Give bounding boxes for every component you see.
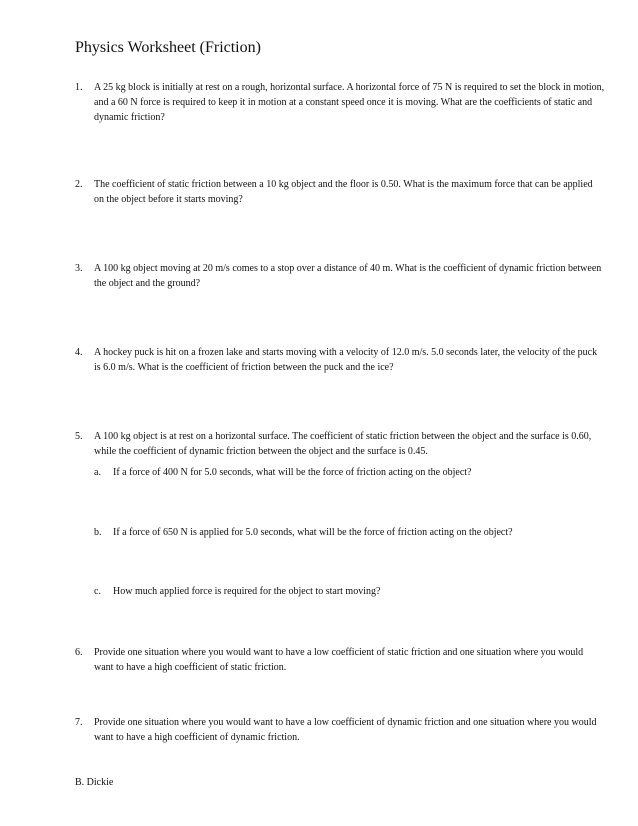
question-2: [75, 177, 605, 207]
question-number: 5.: [75, 431, 83, 442]
question-number: 6.: [75, 647, 83, 658]
question-1: [75, 80, 605, 125]
part-text: If a force of 400 N for 5.0 seconds, what will be the force of friction acting on the object?: [113, 467, 472, 478]
part-text: If a force of 650 N is applied for 5.0 seconds, what will be the force of friction acting on the object?: [113, 527, 513, 538]
question-text: Provide one situation where you would want to have a low coefficient of dynamic friction and one situation where you would want to have a high coefficient of dynamic friction.: [94, 717, 597, 743]
question-5-part-b: [94, 525, 604, 540]
question-7: [75, 715, 605, 745]
part-letter: c.: [94, 586, 101, 597]
question-text: The coefficient of static friction between a 10 kg object and the floor is 0.50. What is the maximum force that can be applied on the object before it starts moving?: [94, 179, 593, 205]
part-letter: b.: [94, 527, 102, 538]
question-number: 4.: [75, 347, 83, 358]
question-number: 2.: [75, 179, 83, 190]
part-letter: a.: [94, 467, 101, 478]
question-number: 7.: [75, 717, 83, 728]
author-footer: B. Dickie: [75, 777, 114, 788]
question-text: Provide one situation where you would want to have a low coefficient of static friction and one situation where you would want to have a high coefficient of static friction.: [94, 647, 584, 673]
question-text: A 100 kg object is at rest on a horizontal surface. The coefficient of static friction between the object and the surface is 0.60, while the coefficient of dynamic friction between the object and the surface is 0.45.: [94, 431, 592, 457]
question-number: 1.: [75, 82, 83, 93]
question-text: A 25 kg block is initially at rest on a rough, horizontal surface. A horizontal force of 75 N is required to set the block in motion, and a 60 N force is required to keep it in motion at a constant speed once it is moving. What are the coefficients of static and dynamic friction?: [94, 82, 605, 123]
question-4: [75, 345, 605, 375]
question-5-part-c: [94, 584, 604, 599]
question-3: [75, 261, 605, 291]
question-text: A 100 kg object moving at 20 m/s comes to a stop over a distance of 40 m. What is the coefficient of dynamic friction between the object and the ground?: [94, 263, 602, 289]
worksheet-title: Physics Worksheet (Friction): [75, 39, 261, 56]
question-5: [75, 429, 605, 459]
part-text: How much applied force is required for the object to start moving?: [113, 586, 381, 597]
question-text: A hockey puck is hit on a frozen lake and starts moving with a velocity of 12.0 m/s. 5.0 seconds later, the velocity of the puck is 6.0 m/s. What is the coefficient of friction between the puck and the ice?: [94, 347, 598, 373]
question-5-part-a: [94, 465, 604, 480]
question-6: [75, 645, 605, 675]
question-number: 3.: [75, 263, 83, 274]
